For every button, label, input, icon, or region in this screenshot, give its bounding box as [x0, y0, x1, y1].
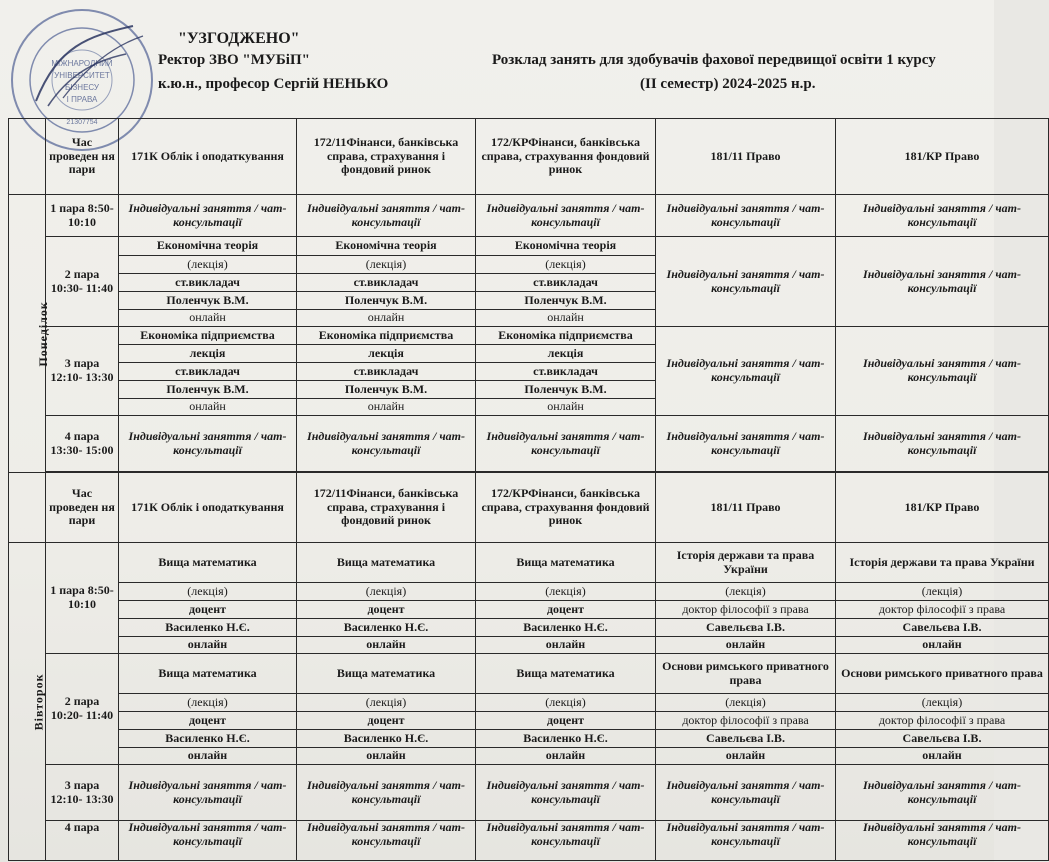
table-row [9, 195, 1049, 237]
subject-cell: Вища математика [476, 654, 656, 694]
rector-line: Ректор ЗВО "МУБіП" [158, 52, 310, 68]
individual-cell: Індивідуальні заняття / чат-консультації [297, 765, 476, 821]
subject-cell: Економіка підприємства [297, 327, 476, 345]
svg-text:БІЗНЕСУ: БІЗНЕСУ [64, 83, 100, 92]
format-cell: онлайн [836, 748, 1049, 765]
individual-cell: Індивідуальні заняття / чат-консультації [836, 237, 1049, 327]
format-cell: онлайн [297, 637, 476, 654]
lesson-type-cell: (лекція) [836, 583, 1049, 601]
position-cell: доктор філософії з права [656, 601, 836, 619]
format-cell: онлайн [119, 637, 297, 654]
format-cell: онлайн [836, 637, 1049, 654]
individual-cell: Індивідуальні заняття / чат-консультації [476, 821, 656, 861]
table-row [9, 712, 1049, 730]
subject-cell: Вища математика [297, 654, 476, 694]
table-row [9, 237, 1049, 256]
table-row [9, 637, 1049, 654]
teacher-cell: Савельєва І.В. [836, 730, 1049, 748]
time-header: Час проведен ня пари [46, 119, 119, 195]
lesson-type-cell: (лекція) [119, 694, 297, 712]
teacher-cell: Василенко Н.Є. [476, 730, 656, 748]
individual-cell: Індивідуальні заняття / чат-консультації [656, 765, 836, 821]
lesson-type-cell: лекція [297, 345, 476, 363]
subject-cell: Історія держави та права України [836, 543, 1049, 583]
lesson-type-cell: (лекція) [297, 583, 476, 601]
position-cell: ст.викладач [119, 363, 297, 381]
lesson-type-cell: (лекція) [656, 583, 836, 601]
format-cell: онлайн [297, 310, 476, 327]
time-header: Час проведен ня пари [46, 473, 119, 543]
teacher-cell: Василенко Н.Є. [297, 730, 476, 748]
individual-cell: Індивідуальні заняття / чат-консультації [476, 416, 656, 472]
time-cell: 4 пара [46, 821, 119, 861]
professor-line: к.ю.н., професор Сергій НЕНЬКО [158, 76, 389, 92]
lesson-type-cell: (лекція) [476, 256, 656, 274]
individual-cell: Індивідуальні заняття / чат-консультації [836, 765, 1049, 821]
individual-cell: Індивідуальні заняття / чат-консультації [836, 195, 1049, 237]
teacher-cell: Поленчук В.М. [119, 381, 297, 399]
individual-cell: Індивідуальні заняття / чат-консультації [297, 416, 476, 472]
lesson-type-cell: (лекція) [476, 694, 656, 712]
individual-cell: Індивідуальні заняття / чат-консультації [656, 416, 836, 472]
format-cell: онлайн [656, 748, 836, 765]
lesson-type-cell: лекція [476, 345, 656, 363]
teacher-cell: Поленчук В.М. [476, 381, 656, 399]
position-cell: доктор філософії з права [656, 712, 836, 730]
subject-cell: Вища математика [119, 654, 297, 694]
time-cell: 3 пара 12:10- 13:30 [46, 327, 119, 416]
format-cell: онлайн [297, 748, 476, 765]
lesson-type-cell: (лекція) [119, 583, 297, 601]
position-cell: ст.викладач [476, 363, 656, 381]
position-cell: ст.викладач [297, 274, 476, 292]
schedule-table [8, 118, 1049, 861]
group-header: 181/КР Право [836, 473, 1049, 543]
position-cell: доцент [476, 712, 656, 730]
subject-cell: Економічна теорія [476, 237, 656, 256]
lesson-type-cell: (лекція) [476, 583, 656, 601]
time-cell: 1 пара 8:50-10:10 [46, 543, 119, 654]
position-cell: доктор філософії з права [836, 601, 1049, 619]
lesson-type-cell: (лекція) [656, 694, 836, 712]
time-cell: 2 пара 10:30- 11:40 [46, 237, 119, 327]
individual-cell: Індивідуальні заняття / чат-консультації [836, 327, 1049, 416]
teacher-cell: Поленчук В.М. [297, 381, 476, 399]
header-row [9, 119, 1049, 195]
day-label: Вівторок [9, 543, 46, 861]
semester-label: (ІІ семестр) 2024-2025 н.р. [640, 76, 816, 92]
group-header: 172/11Фінанси, банківська справа, страхування і фондовий ринок [297, 119, 476, 195]
format-cell: онлайн [476, 748, 656, 765]
group-header: 171К Облік і оподаткування [119, 473, 297, 543]
individual-cell: Індивідуальні заняття / чат-консультації [297, 821, 476, 861]
schedule-title: Розклад занять для здобувачів фахової передвищої освіти 1 курсу [492, 52, 936, 68]
teacher-cell: Савельєва І.В. [656, 730, 836, 748]
time-cell: 3 пара 12:10- 13:30 [46, 765, 119, 821]
individual-cell: Індивідуальні заняття / чат-консультації [119, 416, 297, 472]
corner-cell [9, 119, 46, 195]
individual-cell: Індивідуальні заняття / чат-консультації [119, 821, 297, 861]
approval-label: "УЗГОДЖЕНО" [178, 30, 300, 47]
table-row [9, 654, 1049, 694]
position-cell: ст.викладач [297, 363, 476, 381]
subject-cell: Вища математика [476, 543, 656, 583]
position-cell: доктор філософії з права [836, 712, 1049, 730]
teacher-cell: Савельєва І.В. [836, 619, 1049, 637]
group-header: 181/КР Право [836, 119, 1049, 195]
teacher-cell: Поленчук В.М. [297, 292, 476, 310]
svg-text:УНІВЕРСИТЕТ: УНІВЕРСИТЕТ [54, 71, 110, 80]
group-header: 172/11Фінанси, банківська справа, страхування і фондовий ринок [297, 473, 476, 543]
subject-cell: Основи римського приватного права [836, 654, 1049, 694]
format-cell: онлайн [297, 399, 476, 416]
group-header: 172/КРФінанси, банківська справа, страхування фондовий ринок [476, 473, 656, 543]
subject-cell: Економічна теорія [297, 237, 476, 256]
subject-cell: Історія держави та права України [656, 543, 836, 583]
individual-cell: Індивідуальні заняття / чат-консультації [476, 765, 656, 821]
day-label: Понеділок [9, 195, 46, 473]
position-cell: доцент [476, 601, 656, 619]
individual-cell: Індивідуальні заняття / чат-консультації [297, 195, 476, 237]
format-cell: онлайн [476, 637, 656, 654]
individual-cell: Індивідуальні заняття / чат-консультації [836, 416, 1049, 472]
individual-cell: Індивідуальні заняття / чат-консультації [656, 821, 836, 861]
individual-cell: Індивідуальні заняття / чат-консультації [656, 327, 836, 416]
teacher-cell: Василенко Н.Є. [297, 619, 476, 637]
position-cell: ст.викладач [119, 274, 297, 292]
individual-cell: Індивідуальні заняття / чат-консультації [656, 237, 836, 327]
position-cell: ст.викладач [476, 274, 656, 292]
lesson-type-cell: (лекція) [297, 256, 476, 274]
table-row [9, 821, 1049, 861]
time-cell: 4 пара 13:30- 15:00 [46, 416, 119, 472]
individual-cell: Індивідуальні заняття / чат-консультації [119, 765, 297, 821]
subject-cell: Основи римського приватного права [656, 654, 836, 694]
table-row [9, 748, 1049, 765]
individual-cell: Індивідуальні заняття / чат-консультації [836, 821, 1049, 861]
format-cell: онлайн [476, 399, 656, 416]
position-cell: доцент [119, 601, 297, 619]
svg-text:МІЖНАРОДНИЙ: МІЖНАРОДНИЙ [51, 59, 113, 68]
svg-text:21307754: 21307754 [66, 119, 98, 126]
table-row [9, 583, 1049, 601]
format-cell: онлайн [476, 310, 656, 327]
time-cell: 2 пара 10:20- 11:40 [46, 654, 119, 765]
lesson-type-cell: лекція [119, 345, 297, 363]
subject-cell: Економічна теорія [119, 237, 297, 256]
teacher-cell: Василенко Н.Є. [119, 730, 297, 748]
group-header: 171К Облік і оподаткування [119, 119, 297, 195]
group-header: 181/11 Право [656, 473, 836, 543]
lesson-type-cell: (лекція) [297, 694, 476, 712]
individual-cell: Індивідуальні заняття / чат-консультації [476, 195, 656, 237]
subject-cell: Вища математика [297, 543, 476, 583]
position-cell: доцент [297, 601, 476, 619]
position-cell: доцент [297, 712, 476, 730]
table-row [9, 730, 1049, 748]
lesson-type-cell: (лекція) [836, 694, 1049, 712]
format-cell: онлайн [119, 310, 297, 327]
lesson-type-cell: (лекція) [119, 256, 297, 274]
format-cell: онлайн [119, 748, 297, 765]
subject-cell: Вища математика [119, 543, 297, 583]
teacher-cell: Василенко Н.Є. [119, 619, 297, 637]
svg-text:І ПРАВА: І ПРАВА [66, 95, 98, 104]
table-row [9, 765, 1049, 821]
group-header: 172/КРФінанси, банківська справа, страхування фондовий ринок [476, 119, 656, 195]
teacher-cell: Василенко Н.Є. [476, 619, 656, 637]
format-cell: онлайн [119, 399, 297, 416]
teacher-cell: Поленчук В.М. [476, 292, 656, 310]
teacher-cell: Савельєва І.В. [656, 619, 836, 637]
individual-cell: Індивідуальні заняття / чат-консультації [119, 195, 297, 237]
format-cell: онлайн [656, 637, 836, 654]
table-row [9, 619, 1049, 637]
table-row [9, 416, 1049, 472]
position-cell: доцент [119, 712, 297, 730]
header-row [9, 473, 1049, 543]
time-cell: 1 пара 8:50-10:10 [46, 195, 119, 237]
teacher-cell: Поленчук В.М. [119, 292, 297, 310]
subject-cell: Економіка підприємства [119, 327, 297, 345]
table-row [9, 694, 1049, 712]
group-header: 181/11 Право [656, 119, 836, 195]
individual-cell: Індивідуальні заняття / чат-консультації [656, 195, 836, 237]
table-row [9, 327, 1049, 345]
table-row [9, 543, 1049, 583]
corner-cell [9, 473, 46, 543]
subject-cell: Економіка підприємства [476, 327, 656, 345]
table-row [9, 601, 1049, 619]
